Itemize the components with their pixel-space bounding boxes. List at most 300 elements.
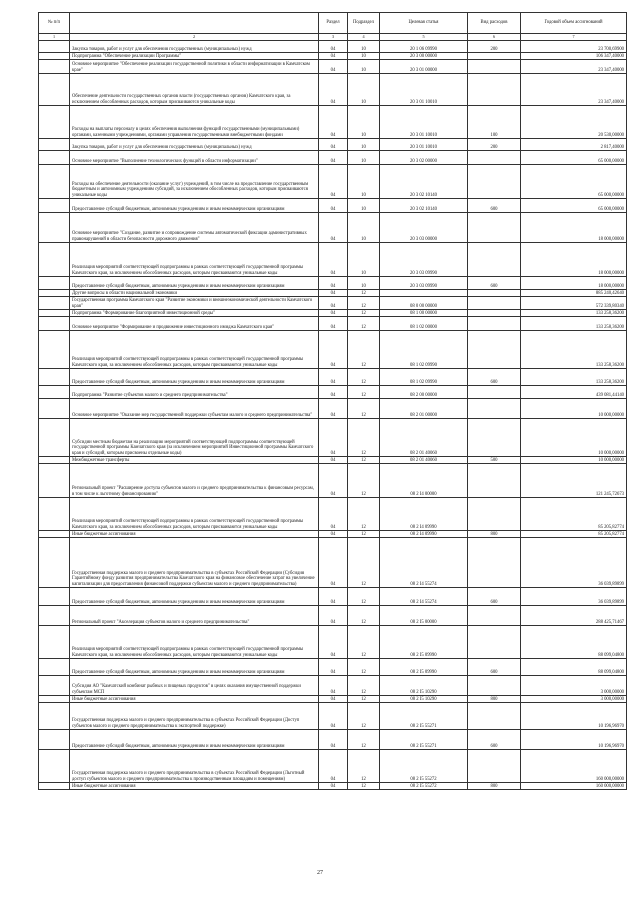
table-row — [39, 277, 627, 290]
row-subsection-cell: 10 — [348, 60, 380, 74]
row-number-cell — [39, 60, 70, 74]
row-subsection-cell: 12 — [348, 783, 380, 790]
row-subsection-cell: 12 — [348, 538, 380, 588]
row-subsection-cell: 10 — [348, 106, 380, 139]
row-number-cell — [39, 139, 70, 151]
row-subsection-cell: 12 — [348, 399, 380, 419]
row-target-cell: 08 1 02 09990 — [380, 369, 468, 386]
header-col-subsection: Подраздел — [348, 13, 380, 34]
table-row — [39, 297, 627, 310]
row-subsection-cell: 10 — [348, 277, 380, 290]
row-target-cell: 20 3 01 00000 — [380, 60, 468, 74]
row-target-cell: 20 3 03 09990 — [380, 243, 468, 277]
row-amount-cell: 133 258,36200 — [521, 317, 627, 331]
row-subsection-cell: 12 — [348, 750, 380, 783]
row-name-cell: Иные бюджетные ассигнования — [70, 531, 319, 538]
row-kind-cell — [468, 606, 521, 626]
table-row — [39, 730, 627, 750]
table-row — [39, 213, 627, 243]
row-subsection-cell: 10 — [348, 139, 380, 151]
row-subsection-cell: 12 — [348, 310, 380, 317]
row-section-cell: 04 — [319, 317, 348, 331]
row-name-cell: Государственная поддержка малого и среднего предпринимательства в субъектах Российской Федерации (Субсидия Гарантийному фонду развития предпринимательства Камчатского края на финансовое обеспечение затрат на увеличение капитализации для предоставления финансовой поддержки субъектам малого и среднего предпринимательства) — [70, 538, 319, 588]
row-section-cell: 04 — [319, 659, 348, 676]
row-kind-cell — [468, 676, 521, 696]
row-number-cell — [39, 464, 70, 498]
table-row — [39, 531, 627, 538]
row-kind-cell — [468, 538, 521, 588]
header-col-number: № п/п — [39, 13, 70, 34]
row-name-cell: Реализация мероприятий соответствующей подпрограммы в рамках соответствующей государственной программы Камчатского края, за исключением обособленных расходов, которым присваиваются уникальные коды — [70, 243, 319, 277]
row-number-cell — [39, 419, 70, 457]
row-section-cell: 04 — [319, 703, 348, 730]
row-number-cell — [39, 317, 70, 331]
row-section-cell: 04 — [319, 538, 348, 588]
row-number-cell — [39, 626, 70, 659]
row-amount-cell: 10 196,96970 — [521, 703, 627, 730]
row-name-cell: Основное мероприятие "Оказание мер государственной поддержки субъектам малого и среднего предпринимательства" — [70, 399, 319, 419]
row-kind-cell — [468, 498, 521, 531]
row-name-cell: Региональный проект "Расширение доступа субъектов малого и среднего предпринимательства к финансовым ресурсам, в том числе к льготному финансированию" — [70, 464, 319, 498]
row-amount-cell: 160 000,00000 — [521, 783, 627, 790]
row-target-cell: 08 2 I4 00000 — [380, 464, 468, 498]
row-amount-cell: 85 205,82774 — [521, 531, 627, 538]
row-section-cell: 04 — [319, 730, 348, 750]
row-section-cell: 04 — [319, 457, 348, 464]
row-section-cell: 04 — [319, 297, 348, 310]
row-amount-cell: 88 099,04800 — [521, 626, 627, 659]
row-target-cell: 08 1 02 00000 — [380, 317, 468, 331]
row-section-cell: 04 — [319, 696, 348, 703]
row-name-cell: Обеспечение деятельности государственных органов власти (государственных органов) Камчатского края, за исключением обособленных расходов, которым присваиваются уникальные коды — [70, 74, 319, 106]
row-subsection-cell: 12 — [348, 297, 380, 310]
row-amount-cell: 36 039,89899 — [521, 538, 627, 588]
row-name-cell: Расходы на выплаты персоналу в целях обеспечения выполнения функций государственными (муниципальными) органами, казенными учреждениями, органами управления государственными внебюджетными фондами — [70, 106, 319, 139]
row-amount-cell: 65 000,00000 — [521, 199, 627, 213]
table-row — [39, 750, 627, 783]
row-subsection-cell: 12 — [348, 464, 380, 498]
row-number-cell — [39, 297, 70, 310]
row-amount-cell: 10 196,96970 — [521, 730, 627, 750]
row-amount-cell: 65 000,00000 — [521, 165, 627, 199]
row-amount-cell: 85 205,82774 — [521, 498, 627, 531]
row-number-cell — [39, 213, 70, 243]
row-kind-cell: 100 — [468, 106, 521, 139]
row-name-cell: Подпрограмма "Обеспечение реализации Программы" — [70, 53, 319, 60]
row-amount-cell: 439 081,44140 — [521, 386, 627, 399]
row-amount-cell: 65 000,00000 — [521, 151, 627, 165]
row-kind-cell — [468, 317, 521, 331]
table-row — [39, 626, 627, 659]
row-target-cell: 08 2 I5 09990 — [380, 626, 468, 659]
row-number-cell — [39, 199, 70, 213]
table-row — [39, 419, 627, 457]
row-kind-cell — [468, 74, 521, 106]
row-kind-cell: 500 — [468, 457, 521, 464]
row-kind-cell: 200 — [468, 41, 521, 53]
row-name-cell: Реализация мероприятий соответствующей подпрограммы в рамках соответствующей государственной программы Камчатского края, за исключением обособленных расходов, которым присваиваются уникальные коды — [70, 626, 319, 659]
table-row — [39, 457, 627, 464]
row-kind-cell — [468, 419, 521, 457]
row-name-cell: Предоставление субсидий бюджетным, автономным учреждениям и иным некоммерческим организациям — [70, 588, 319, 606]
row-number-cell — [39, 750, 70, 783]
row-kind-cell — [468, 60, 521, 74]
row-number-cell — [39, 730, 70, 750]
column-number: 2 — [70, 34, 319, 41]
row-amount-cell: 2 817,40000 — [521, 139, 627, 151]
row-number-cell — [39, 310, 70, 317]
row-amount-cell: 10 000,00000 — [521, 399, 627, 419]
row-name-cell: Предоставление субсидий бюджетным, автономным учреждениям и иным некоммерческим организациям — [70, 369, 319, 386]
row-subsection-cell: 12 — [348, 696, 380, 703]
row-subsection-cell: 12 — [348, 703, 380, 730]
row-amount-cell: 10 000,00000 — [521, 457, 627, 464]
row-name-cell: Основное мероприятие "Создание, развитие и сопровождение системы автоматической фиксации административных правонарушений в области безопасности дорожного движения" — [70, 213, 319, 243]
row-number-cell — [39, 783, 70, 790]
row-name-cell: Основное мероприятие "Формирование и продвижение инвестиционного имиджа Камчатского края" — [70, 317, 319, 331]
row-number-cell — [39, 53, 70, 60]
table-row — [39, 53, 627, 60]
row-kind-cell — [468, 626, 521, 659]
row-kind-cell — [468, 165, 521, 199]
row-target-cell: 08 2 01 40060 — [380, 457, 468, 464]
row-amount-cell: 133 258,36200 — [521, 331, 627, 369]
row-name-cell: Межбюджетные трансферты — [70, 457, 319, 464]
row-subsection-cell: 10 — [348, 41, 380, 53]
row-subsection-cell: 12 — [348, 369, 380, 386]
row-section-cell: 04 — [319, 243, 348, 277]
row-name-cell: Государственная поддержка малого и среднего предпринимательства в субъектах Российской Федерации (Доступ субъектов малого и среднего предпринимательства к экспортной поддержке) — [70, 703, 319, 730]
table-row — [39, 783, 627, 790]
header-col-section: Раздел — [319, 13, 348, 34]
row-number-cell — [39, 659, 70, 676]
row-target-cell: 08 2 I5 00000 — [380, 606, 468, 626]
row-subsection-cell: 12 — [348, 531, 380, 538]
row-number-cell — [39, 399, 70, 419]
row-target-cell: 20 3 01 10010 — [380, 139, 468, 151]
table-row — [39, 199, 627, 213]
row-amount-cell: 3 000,00000 — [521, 696, 627, 703]
row-subsection-cell: 10 — [348, 151, 380, 165]
row-number-cell — [39, 151, 70, 165]
row-amount-cell: 106 347,40000 — [521, 53, 627, 60]
row-kind-cell: 800 — [468, 531, 521, 538]
row-section-cell: 04 — [319, 331, 348, 369]
row-kind-cell: 600 — [468, 369, 521, 386]
row-target-cell: 08 2 01 00000 — [380, 399, 468, 419]
row-amount-cell: 121 245,72673 — [521, 464, 627, 498]
row-target-cell: 20 1 06 09990 — [380, 41, 468, 53]
row-name-cell: Основное мероприятие "Обеспечение реализации государственной политики в области информатизации в Камчатском крае" — [70, 60, 319, 74]
row-section-cell: 04 — [319, 139, 348, 151]
row-kind-cell — [468, 310, 521, 317]
row-subsection-cell: 12 — [348, 386, 380, 399]
row-kind-cell — [468, 399, 521, 419]
row-section-cell: 04 — [319, 41, 348, 53]
row-section-cell: 04 — [319, 151, 348, 165]
row-name-cell: Предоставление субсидий бюджетным, автономным учреждениям и иным некоммерческим организациям — [70, 277, 319, 290]
row-number-cell — [39, 277, 70, 290]
row-section-cell: 04 — [319, 419, 348, 457]
row-amount-cell: 3 000,00000 — [521, 676, 627, 696]
row-name-cell: Закупка товаров, работ и услуг для обеспечения государственных (муниципальных) нужд — [70, 139, 319, 151]
row-amount-cell: 23 347,40000 — [521, 74, 627, 106]
table-row — [39, 703, 627, 730]
row-amount-cell: 20 530,00000 — [521, 106, 627, 139]
row-number-cell — [39, 74, 70, 106]
table-row — [39, 310, 627, 317]
row-number-cell — [39, 703, 70, 730]
row-name-cell: Региональный проект "Акселерация субъектов малого и среднего предпринимательства" — [70, 606, 319, 626]
row-number-cell — [39, 606, 70, 626]
table-row — [39, 386, 627, 399]
table-row — [39, 60, 627, 74]
row-target-cell: 20 3 02 10140 — [380, 199, 468, 213]
table-row — [39, 498, 627, 531]
table-row — [39, 165, 627, 199]
row-number-cell — [39, 41, 70, 53]
column-number: 5 — [380, 34, 468, 41]
row-kind-cell — [468, 151, 521, 165]
row-amount-cell: 288 425,71467 — [521, 606, 627, 626]
row-subsection-cell: 12 — [348, 730, 380, 750]
row-amount-cell: 133 258,36200 — [521, 369, 627, 386]
row-number-cell — [39, 696, 70, 703]
budget-table — [38, 12, 627, 790]
row-target-cell: 08 2 I5 10290 — [380, 696, 468, 703]
row-kind-cell: 600 — [468, 277, 521, 290]
table-row — [39, 139, 627, 151]
column-number: 6 — [468, 34, 521, 41]
row-subsection-cell: 12 — [348, 659, 380, 676]
header-col-amount: Годовой объем ассигнований — [521, 13, 627, 34]
row-subsection-cell: 12 — [348, 331, 380, 369]
table-row — [39, 317, 627, 331]
row-name-cell: Подпрограмма "Развитие субъектов малого и среднего предпринимательства" — [70, 386, 319, 399]
row-number-cell — [39, 386, 70, 399]
table-row — [39, 696, 627, 703]
row-target-cell: 08 2 01 40060 — [380, 419, 468, 457]
row-name-cell: Реализация мероприятий соответствующей подпрограммы в рамках соответствующей государственной программы Камчатского края, за исключением обособленных расходов, которым присваиваются уникальные коды — [70, 498, 319, 531]
row-subsection-cell: 12 — [348, 457, 380, 464]
table-row — [39, 588, 627, 606]
row-number-cell — [39, 331, 70, 369]
column-number-row — [39, 34, 627, 41]
row-kind-cell — [468, 331, 521, 369]
header-col-kind: Вид расходов — [468, 13, 521, 34]
row-kind-cell: 600 — [468, 199, 521, 213]
table-row — [39, 151, 627, 165]
row-section-cell: 04 — [319, 498, 348, 531]
row-number-cell — [39, 290, 70, 297]
table-row — [39, 464, 627, 498]
table-row — [39, 538, 627, 588]
row-kind-cell: 800 — [468, 696, 521, 703]
row-subsection-cell: 10 — [348, 199, 380, 213]
row-number-cell — [39, 457, 70, 464]
row-number-cell — [39, 676, 70, 696]
row-target-cell: 08 2 I5 09990 — [380, 659, 468, 676]
row-target-cell: 08 1 02 09990 — [380, 331, 468, 369]
table-row — [39, 676, 627, 696]
row-amount-cell: 18 000,00000 — [521, 277, 627, 290]
page-number: 27 — [317, 870, 323, 876]
row-kind-cell: 600 — [468, 659, 521, 676]
header-col-target: Целевая статья — [380, 13, 468, 34]
row-section-cell: 04 — [319, 277, 348, 290]
table-row — [39, 399, 627, 419]
row-kind-cell — [468, 290, 521, 297]
row-target-cell: 20 3 03 09990 — [380, 277, 468, 290]
row-target-cell: 08 2 I5 10290 — [380, 676, 468, 696]
row-section-cell: 04 — [319, 310, 348, 317]
row-subsection-cell: 10 — [348, 53, 380, 60]
column-number: 7 — [521, 34, 627, 41]
row-target-cell — [380, 290, 468, 297]
row-amount-cell: 10 000,00000 — [521, 419, 627, 457]
row-section-cell: 04 — [319, 106, 348, 139]
row-number-cell — [39, 588, 70, 606]
row-subsection-cell: 10 — [348, 74, 380, 106]
row-target-cell: 20 3 01 10010 — [380, 74, 468, 106]
row-name-cell: Предоставление субсидий бюджетным, автономным учреждениям и иным некоммерческим организациям — [70, 730, 319, 750]
row-subsection-cell: 12 — [348, 419, 380, 457]
row-number-cell — [39, 106, 70, 139]
row-kind-cell — [468, 243, 521, 277]
row-kind-cell — [468, 464, 521, 498]
row-amount-cell: 885 240,42640 — [521, 290, 627, 297]
row-amount-cell: 18 000,00000 — [521, 243, 627, 277]
row-kind-cell — [468, 386, 521, 399]
row-kind-cell: 600 — [468, 588, 521, 606]
row-subsection-cell: 12 — [348, 290, 380, 297]
row-amount-cell: 160 000,00000 — [521, 750, 627, 783]
row-section-cell: 04 — [319, 783, 348, 790]
row-target-cell: 20 3 02 00000 — [380, 151, 468, 165]
row-section-cell: 04 — [319, 531, 348, 538]
row-target-cell: 08 2 I5 55271 — [380, 703, 468, 730]
row-section-cell: 04 — [319, 213, 348, 243]
row-kind-cell — [468, 53, 521, 60]
row-name-cell: Государственная программа Камчатского края "Развитие экономики и внешнеэкономической деятельности Камчатского края" — [70, 297, 319, 310]
row-target-cell: 08 2 00 00000 — [380, 386, 468, 399]
row-kind-cell — [468, 297, 521, 310]
row-subsection-cell: 12 — [348, 317, 380, 331]
row-subsection-cell: 10 — [348, 165, 380, 199]
row-section-cell: 04 — [319, 464, 348, 498]
table-row — [39, 369, 627, 386]
row-section-cell: 04 — [319, 386, 348, 399]
row-name-cell: Реализация мероприятий соответствующей подпрограммы в рамках соответствующей государственной программы Камчатского края, за исключением обособленных расходов, которым присваиваются уникальные коды — [70, 331, 319, 369]
row-section-cell: 04 — [319, 290, 348, 297]
row-kind-cell — [468, 750, 521, 783]
row-target-cell: 08 2 I5 55271 — [380, 730, 468, 750]
row-target-cell: 08 1 00 00000 — [380, 310, 468, 317]
row-target-cell: 20 3 03 00000 — [380, 213, 468, 243]
row-kind-cell — [468, 703, 521, 730]
row-name-cell: Предоставление субсидий бюджетным, автономным учреждениям и иным некоммерческим организациям — [70, 199, 319, 213]
row-number-cell — [39, 538, 70, 588]
row-name-cell: Государственная поддержка малого и среднего предпринимательства в субъектах Российской Федерации (Льготный доступ субъектов малого и среднего предпринимательства к производственным площадям и помещениям) — [70, 750, 319, 783]
table-row — [39, 74, 627, 106]
column-number: 3 — [319, 34, 348, 41]
row-target-cell: 20 3 02 10140 — [380, 165, 468, 199]
row-target-cell: 20 3 01 10010 — [380, 106, 468, 139]
row-section-cell: 04 — [319, 369, 348, 386]
table-row — [39, 106, 627, 139]
row-target-cell: 08 2 I5 55272 — [380, 783, 468, 790]
document-sheet — [38, 12, 626, 790]
row-target-cell: 20 3 00 00000 — [380, 53, 468, 60]
row-target-cell: 08 0 00 00000 — [380, 297, 468, 310]
row-subsection-cell: 12 — [348, 676, 380, 696]
row-amount-cell: 88 099,04800 — [521, 659, 627, 676]
row-amount-cell: 572 339,80340 — [521, 297, 627, 310]
row-number-cell — [39, 369, 70, 386]
row-subsection-cell: 12 — [348, 588, 380, 606]
row-amount-cell: 23 700,69900 — [521, 41, 627, 53]
row-section-cell: 04 — [319, 588, 348, 606]
row-section-cell: 04 — [319, 626, 348, 659]
row-subsection-cell: 10 — [348, 243, 380, 277]
row-subsection-cell: 12 — [348, 498, 380, 531]
table-row — [39, 41, 627, 53]
row-name-cell: Расходы на обеспечение деятельности (оказание услуг) учреждений, в том числе на предоставление государственным бюджетным и автономным учреждениям субсидий, за исключением обособленных расходов, которым присваиваются уникальные коды — [70, 165, 319, 199]
table-row — [39, 606, 627, 626]
row-name-cell: Иные бюджетные ассигнования — [70, 696, 319, 703]
row-target-cell: 08 2 I4 09990 — [380, 498, 468, 531]
row-target-cell: 08 2 I5 55272 — [380, 750, 468, 783]
row-amount-cell: 36 039,89899 — [521, 588, 627, 606]
row-name-cell: Иные бюджетные ассигнования — [70, 783, 319, 790]
row-amount-cell: 18 000,00000 — [521, 213, 627, 243]
row-amount-cell: 133 258,36200 — [521, 310, 627, 317]
table-header-row — [39, 13, 627, 34]
row-section-cell: 04 — [319, 74, 348, 106]
row-kind-cell — [468, 213, 521, 243]
row-number-cell — [39, 243, 70, 277]
row-number-cell — [39, 498, 70, 531]
column-number: 4 — [348, 34, 380, 41]
row-target-cell: 08 2 I4 55274 — [380, 538, 468, 588]
row-number-cell — [39, 531, 70, 538]
table-row — [39, 659, 627, 676]
row-name-cell: Субсидии местным бюджетам на реализацию мероприятий соответствующей подпрограммы соответствующей государственной программы Камчатского края (за исключением мероприятий Инвестиционной программы Камчатского края и субсидий, которым присвоены отдельные коды) — [70, 419, 319, 457]
row-section-cell: 04 — [319, 606, 348, 626]
row-kind-cell: 800 — [468, 783, 521, 790]
row-subsection-cell: 12 — [348, 606, 380, 626]
row-section-cell: 04 — [319, 53, 348, 60]
row-target-cell: 08 2 I4 55274 — [380, 588, 468, 606]
row-target-cell: 08 2 I4 09990 — [380, 531, 468, 538]
table-body — [39, 41, 627, 790]
row-kind-cell: 600 — [468, 730, 521, 750]
row-name-cell: Закупка товаров, работ и услуг для обеспечения государственных (муниципальных) нужд — [70, 41, 319, 53]
row-amount-cell: 23 347,40000 — [521, 60, 627, 74]
row-section-cell: 04 — [319, 750, 348, 783]
row-section-cell: 04 — [319, 676, 348, 696]
row-name-cell: Субсидия АО "Камчатский комбинат рыбных и пищевых продуктов" в целях оказания имущественной поддержки субъектам МСП — [70, 676, 319, 696]
row-number-cell — [39, 165, 70, 199]
row-subsection-cell: 10 — [348, 213, 380, 243]
table-row — [39, 331, 627, 369]
table-row — [39, 290, 627, 297]
row-subsection-cell: 12 — [348, 626, 380, 659]
row-section-cell: 04 — [319, 199, 348, 213]
row-section-cell: 04 — [319, 60, 348, 74]
header-col-name — [70, 13, 319, 34]
row-name-cell: Подпрограмма "Формирование благоприятной инвестиционной среды" — [70, 310, 319, 317]
